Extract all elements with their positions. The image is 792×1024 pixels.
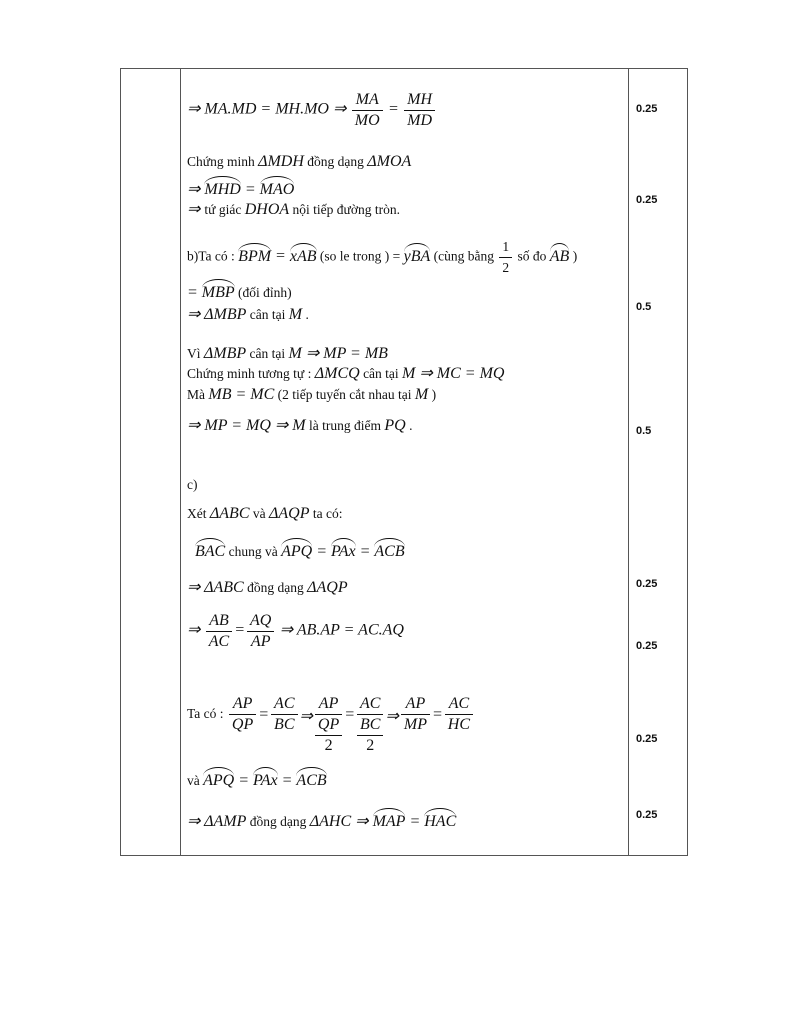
numerator: MA	[352, 90, 383, 111]
text: cân tại	[246, 346, 289, 361]
text: cân tại	[359, 366, 403, 381]
text: ta có:	[309, 506, 343, 521]
equals-sign: =	[388, 100, 399, 118]
fraction	[206, 611, 232, 652]
fraction	[499, 237, 512, 278]
text: Vì	[187, 346, 204, 361]
solution-line	[187, 415, 412, 435]
math-expression: ⇒ MA.MD = MH.MO ⇒	[187, 100, 347, 118]
denominator: 2	[502, 260, 510, 275]
text: c)	[187, 477, 198, 492]
score-value: 0.25	[636, 809, 658, 821]
denominator: 2	[324, 737, 333, 754]
equals-sign: =	[258, 706, 270, 723]
arc-angle: MHD	[204, 181, 241, 198]
solution-line	[187, 611, 404, 652]
math-expression: ΔMBP	[204, 306, 247, 323]
numerator: AB	[206, 611, 232, 632]
text: .	[405, 418, 413, 433]
solution-line	[187, 386, 436, 404]
math-expression: MB = MC	[208, 386, 275, 403]
implies-symbol: ⇒	[385, 708, 399, 725]
math-expression: ΔMCQ	[314, 365, 360, 382]
numerator: MH	[404, 90, 435, 111]
arc-angle: MBP	[201, 284, 235, 301]
equals-sign: =	[405, 813, 425, 830]
solution-line	[187, 304, 309, 324]
numerator: AP	[229, 694, 256, 715]
text: đồng dạng	[243, 580, 308, 595]
compound-fraction	[357, 694, 383, 756]
score-value: 0.25	[636, 640, 658, 652]
arc-angle: xAB	[289, 247, 317, 265]
numerator: AC	[357, 694, 383, 715]
text: tứ giác	[204, 202, 245, 217]
solution-line	[187, 199, 400, 219]
math-expression: ⇒ ΔAMP	[187, 813, 247, 830]
math-expression: ΔAQP	[268, 505, 310, 522]
denominator: MP	[403, 716, 427, 733]
equals-sign: =	[234, 621, 246, 639]
math-expression: ΔMDH	[258, 153, 304, 170]
arc-angle: HAC	[424, 813, 457, 830]
math-expression: M ⇒ MC = MQ	[402, 365, 505, 382]
equals-sign: =	[432, 706, 443, 723]
solution-line	[187, 179, 294, 199]
arc-angle: MAP	[372, 813, 406, 830]
implies-symbol: ⇒	[187, 306, 205, 323]
fraction	[404, 90, 435, 131]
text: Chứng minh	[187, 154, 259, 169]
arc-angle: ACB	[374, 543, 405, 560]
implies-symbol: ⇒	[187, 621, 201, 639]
solution-line	[187, 772, 327, 790]
solution-line	[187, 90, 437, 131]
denominator: HC	[447, 716, 471, 733]
equals-sign: =	[344, 706, 356, 723]
math-expression: ΔAHC ⇒	[309, 813, 373, 830]
solution-line	[187, 153, 411, 171]
equals-sign: =	[187, 284, 202, 301]
math-expression: ΔMOA	[367, 153, 412, 170]
math-expression: DHOA	[244, 201, 290, 218]
score-value: 0.25	[636, 103, 658, 115]
numerator: AC	[445, 694, 473, 715]
implies-symbol: ⇒	[187, 201, 205, 218]
denominator: MO	[354, 112, 380, 129]
solution-line	[187, 237, 577, 278]
solution-line	[187, 284, 292, 302]
numerator: AP	[315, 694, 342, 715]
math-expression: ΔAQP	[307, 579, 348, 596]
solution-line	[187, 811, 456, 831]
section-label	[187, 477, 198, 493]
denominator: AC	[208, 633, 230, 650]
denominator: MD	[407, 112, 433, 129]
text: nội tiếp đường tròn.	[289, 202, 400, 217]
implies-symbol: ⇒	[187, 181, 205, 198]
compound-fraction	[315, 694, 342, 756]
equals-sign: =	[234, 772, 254, 789]
numerator: AP	[401, 694, 430, 715]
arc-angle: yBA	[403, 247, 431, 265]
fraction	[445, 694, 473, 735]
implies-symbol: ⇒	[299, 708, 313, 725]
math-expression: M ⇒ MP = MB	[288, 345, 388, 362]
text: Mà	[187, 387, 209, 402]
fraction	[271, 694, 297, 735]
equals-sign: =	[355, 543, 375, 560]
text: )	[428, 387, 437, 402]
math-expression: ΔABC	[209, 505, 250, 522]
equals-sign: =	[240, 181, 260, 198]
text: (2 tiếp tuyến cắt nhau tại	[274, 387, 415, 402]
denominator: QP	[315, 715, 342, 736]
arc-angle: AB	[549, 247, 570, 265]
fraction	[247, 611, 274, 652]
equals-sign: =	[277, 772, 297, 789]
math-expression: ⇒ AB.AP = AC.AQ	[279, 621, 404, 639]
solution-line	[187, 505, 342, 523]
text: và	[187, 773, 204, 788]
text: Xét	[187, 506, 210, 521]
solution-line	[187, 694, 475, 756]
solution-line	[187, 363, 504, 383]
arc-angle: PAx	[330, 543, 356, 560]
arc-angle: ACB	[296, 772, 327, 789]
numerator: 1	[499, 237, 512, 258]
equals-sign: =	[271, 247, 290, 265]
fraction	[352, 90, 383, 131]
math-expression: ⇒ ΔABC	[187, 579, 244, 596]
text: .	[302, 307, 309, 322]
score-value: 0.5	[636, 425, 652, 437]
arc-angle: APQ	[203, 772, 235, 789]
arc-angle: APQ	[281, 543, 313, 560]
solution-line	[195, 543, 405, 561]
arc-angle: BPM	[238, 247, 272, 265]
text: (cùng bằng	[430, 248, 498, 264]
text: đồng dạng	[246, 814, 310, 829]
fraction	[229, 694, 256, 735]
arc-angle: BAC	[195, 543, 226, 560]
math-expression: ⇒ MP = MQ ⇒ M	[187, 417, 306, 434]
text: (so le trong ) =	[316, 248, 404, 264]
score-value: 0.25	[636, 194, 658, 206]
table-divider-right	[628, 68, 629, 856]
text: đồng dạng	[303, 154, 368, 169]
score-value: 0.25	[636, 733, 658, 745]
arc-angle: MAO	[259, 181, 295, 198]
score-value: 0.25	[636, 578, 658, 590]
table-divider-left	[180, 68, 181, 856]
solution-line	[187, 577, 348, 597]
text: số đo	[514, 248, 550, 264]
fraction	[401, 694, 430, 735]
denominator: 2	[366, 737, 375, 754]
denominator: BC	[357, 715, 383, 736]
text: )	[569, 248, 578, 264]
math-expression: M	[288, 306, 303, 323]
text: chung và	[225, 544, 282, 559]
score-value: 0.5	[636, 301, 652, 313]
denominator: BC	[274, 716, 295, 733]
numerator: AQ	[247, 611, 274, 632]
text: và	[249, 506, 269, 521]
text: cân tại	[246, 307, 289, 322]
text: Chứng minh tương tự :	[187, 366, 315, 381]
math-expression: ΔMBP	[203, 345, 247, 362]
text: b)Ta có :	[187, 248, 239, 264]
arc-angle: PAx	[253, 772, 278, 789]
text: là trung điểm	[305, 418, 385, 433]
text: (đối đỉnh)	[234, 285, 292, 300]
text: Ta có :	[187, 706, 227, 721]
numerator: AC	[271, 694, 297, 715]
solution-line	[187, 343, 388, 363]
math-expression: M	[414, 386, 429, 403]
denominator: AP	[250, 633, 271, 650]
math-expression: PQ	[384, 417, 406, 434]
equals-sign: =	[312, 543, 331, 560]
denominator: QP	[231, 716, 254, 733]
